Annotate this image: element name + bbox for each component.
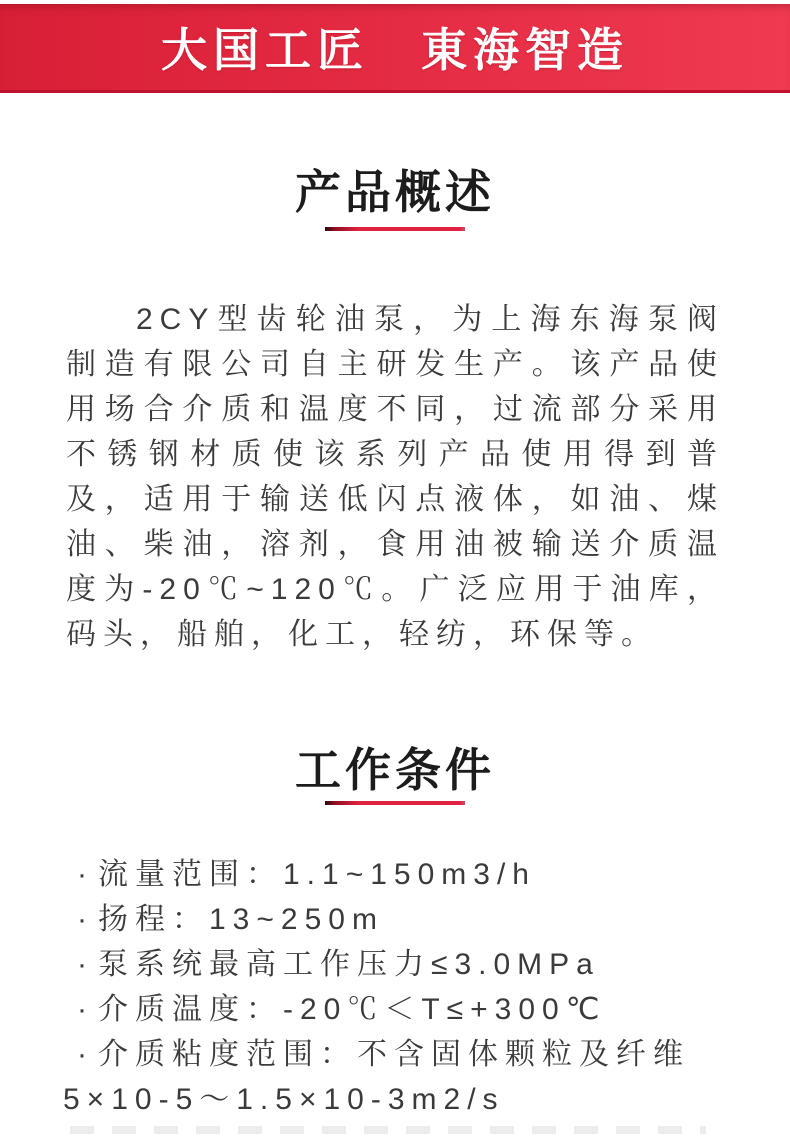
list-item-text: 流量范围：1.1~150m3/h bbox=[98, 858, 536, 891]
list-item-text: 介质粘度范围：不含固体颗粒及纤维5×10-5～1.5×10-3m2/s bbox=[63, 1038, 690, 1116]
section-title-working-conditions: 工作条件 bbox=[295, 744, 495, 796]
list-item-text: 介质温度：-20℃＜T≤+300℃ bbox=[98, 993, 607, 1026]
list-item bbox=[63, 897, 730, 942]
list-item-text: 泵系统最高工作压力≤3.0MPa bbox=[98, 948, 600, 981]
bullet-dot: · bbox=[77, 903, 94, 936]
title-underline bbox=[325, 227, 465, 231]
list-item bbox=[63, 942, 730, 987]
list-item-text: 扬程：13~250m bbox=[98, 903, 384, 936]
banner-title: 大国工匠 東海智造 bbox=[161, 24, 629, 76]
bullet-dot: · bbox=[77, 1038, 94, 1071]
list-item bbox=[63, 1032, 730, 1122]
faded-next-line bbox=[70, 1126, 706, 1134]
section-title-overview: 产品概述 bbox=[295, 166, 495, 218]
list-item bbox=[63, 852, 730, 897]
overview-paragraph: 2CY型齿轮油泵，为上海东海泵阀制造有限公司自主研发生产。该产品使用场合介质和温度不同，过流部分采用不锈钢材质使该系列产品使用得到普及，适用于输送低闪点液体，如油、煤油、柴油，溶剂，食用油被输送介质温度为-20℃~120℃。广泛应用于油库，码头，船舶，化工，轻纺，环保等。 bbox=[66, 303, 724, 651]
bullet-dot: · bbox=[77, 858, 94, 891]
top-banner bbox=[0, 4, 790, 93]
title-underline bbox=[325, 801, 465, 805]
bullet-dot: · bbox=[77, 948, 94, 981]
list-item bbox=[63, 987, 730, 1032]
bullet-dot: · bbox=[77, 993, 94, 1026]
working-conditions-list bbox=[63, 852, 730, 1122]
